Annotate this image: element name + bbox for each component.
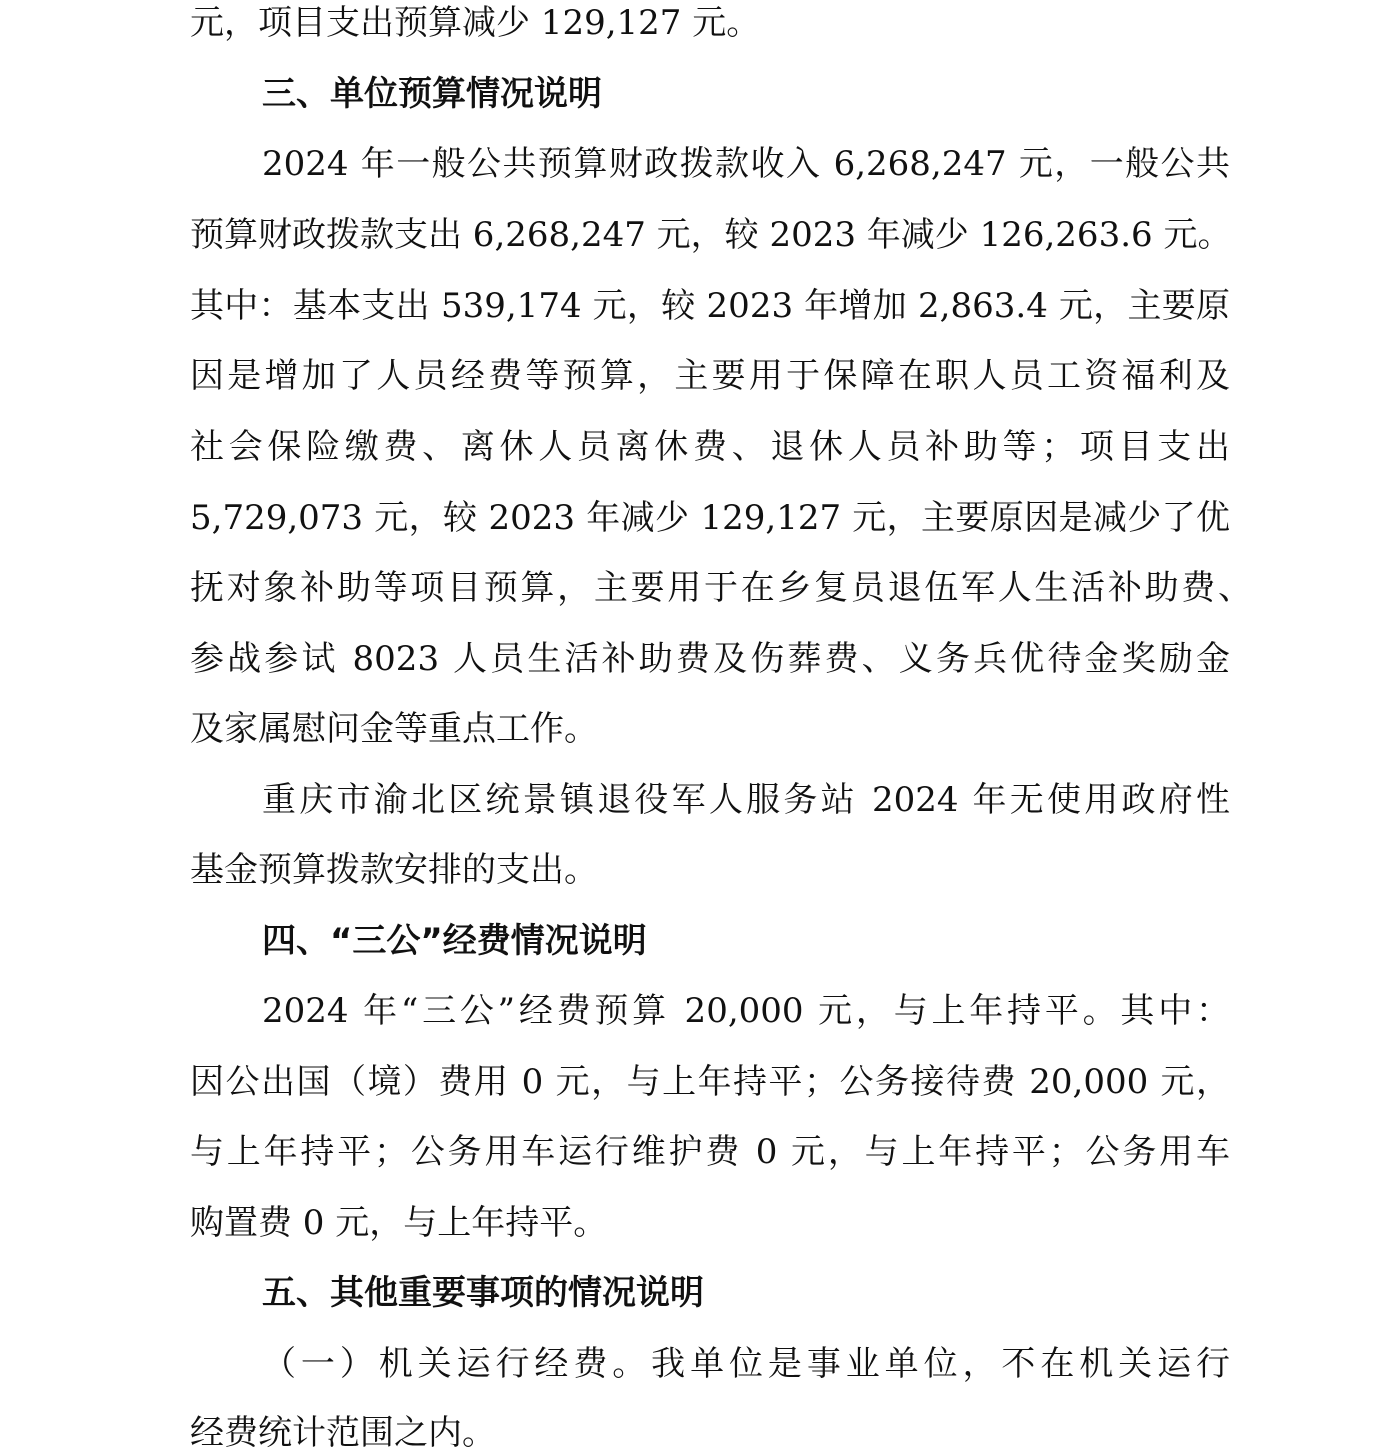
text-line: 元，项目支出预算减少 129,127 元。	[190, 3, 761, 43]
text-line: 2024 年“三公”经费预算 20,000 元，与上年持平。其中：	[262, 991, 1230, 1031]
text-line: 预算财政拨款支出 6,268,247 元，较 2023 年减少 126,263.6 元。	[190, 215, 1232, 255]
section-heading: 五、其他重要事项的情况说明	[262, 1273, 704, 1313]
text-line: 重庆市渝北区统景镇退役军人服务站 2024 年无使用政府性	[262, 780, 1230, 820]
text-line: （一）机关运行经费。我单位是事业单位，不在机关运行	[262, 1344, 1230, 1384]
text-line: 购置费 0 元，与上年持平。	[190, 1203, 608, 1243]
text-line: 经费统计范围之内。	[190, 1413, 496, 1453]
text-line: 因公出国（境）费用 0 元，与上年持平；公务接待费 20,000 元，	[190, 1062, 1230, 1102]
text-line: 基金预算拨款安排的支出。	[190, 850, 598, 890]
text-line: 与上年持平；公务用车运行维护费 0 元，与上年持平；公务用车	[190, 1132, 1230, 1172]
section-heading: 四、“三公”经费情况说明	[262, 921, 647, 961]
text-line: 社会保险缴费、离休人员离休费、退休人员补助等；项目支出	[190, 427, 1230, 467]
text-line: 及家属慰问金等重点工作。	[190, 709, 598, 749]
text-line: 抚对象补助等项目预算，主要用于在乡复员退伍军人生活补助费、	[190, 568, 1252, 608]
text-line: 其中：基本支出 539,174 元，较 2023 年增加 2,863.4 元，主要原	[190, 286, 1230, 326]
text-line: 参战参试 8023 人员生活补助费及伤葬费、义务兵优待金奖励金	[190, 639, 1230, 679]
text-line: 2024 年一般公共预算财政拨款收入 6,268,247 元，一般公共	[262, 144, 1230, 184]
text-line: 因是增加了人员经费等预算，主要用于保障在职人员工资福利及	[190, 356, 1230, 396]
section-heading: 三、单位预算情况说明	[262, 74, 602, 114]
text-line: 5,729,073 元，较 2023 年减少 129,127 元，主要原因是减少了优	[190, 498, 1230, 538]
